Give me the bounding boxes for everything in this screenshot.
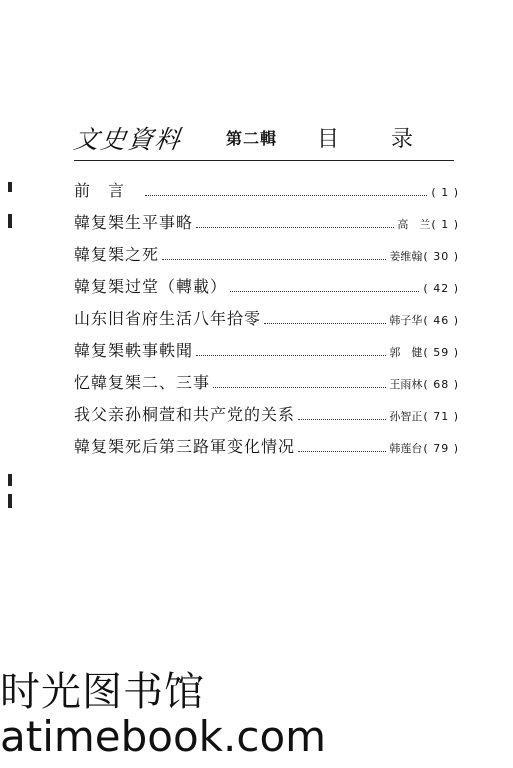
- toc-entry-title: 韓复榘死后第三路軍变化情况: [74, 437, 296, 456]
- toc-entry-page: ( 68 ): [423, 378, 459, 391]
- toc-entry-page: ( 30 ): [423, 250, 459, 263]
- toc-entry-title: 山东旧省府生活八年拾零: [74, 309, 262, 328]
- toc-entry-title: 韓复榘生平事略: [74, 213, 194, 232]
- dot-leader: [213, 386, 386, 388]
- toc-entry-title: 前言: [74, 181, 143, 200]
- series-title: 文史資料: [71, 125, 184, 154]
- toc-entry[interactable]: [74, 242, 459, 274]
- dot-leader: [196, 354, 386, 356]
- dot-leader: [298, 450, 386, 452]
- binding-edge-mark: [8, 494, 12, 508]
- toc-entry-title: 韓复榘过堂（轉載）: [74, 277, 228, 296]
- toc-entry-author: 韩莲台: [389, 442, 423, 455]
- toc-entry-page: ( 71 ): [423, 410, 459, 423]
- toc-entry-page: ( 1 ): [431, 186, 459, 199]
- toc-entry[interactable]: [74, 370, 459, 402]
- toc-entry-title: 忆韓复榘二、三事: [74, 373, 211, 392]
- toc-entry-title: 韓复榘軼事軼聞: [74, 341, 194, 360]
- dot-leader: [264, 322, 386, 324]
- binding-edge-mark: [8, 182, 12, 192]
- toc-entry[interactable]: [74, 274, 459, 306]
- toc-entry-page: ( 79 ): [423, 442, 459, 455]
- contents-heading: 目录: [317, 127, 466, 152]
- toc-entry[interactable]: [74, 306, 459, 338]
- toc-entry-author: 孙智正: [389, 410, 423, 423]
- dot-leader: [145, 194, 427, 196]
- toc-entry[interactable]: [74, 178, 459, 210]
- toc-entry-page: ( 46 ): [423, 314, 459, 327]
- dot-leader: [162, 258, 386, 260]
- toc-entry-author: 郭 健: [389, 346, 423, 359]
- toc-entry[interactable]: [74, 338, 459, 370]
- toc-entry-page: ( 59 ): [423, 346, 459, 359]
- header-rule: [74, 160, 454, 161]
- toc-entry-author: 姜维翰: [389, 250, 423, 263]
- toc-entry[interactable]: [74, 210, 459, 242]
- binding-edge-mark: [8, 214, 12, 228]
- dot-leader: [196, 226, 394, 228]
- table-of-contents: [74, 178, 459, 466]
- toc-entry-author: 王雨林: [389, 378, 423, 391]
- toc-entry-author: 高 兰: [397, 218, 431, 231]
- volume-label: 第二輯: [226, 129, 278, 148]
- watermark-site-name: 时光图书馆: [0, 669, 205, 715]
- toc-entry[interactable]: [74, 402, 459, 434]
- binding-edge-mark: [8, 474, 12, 486]
- toc-entry-page: ( 42 ): [423, 282, 459, 295]
- watermark-url: atimebook.com: [0, 712, 327, 761]
- dot-leader: [230, 290, 419, 292]
- contents-header: [71, 118, 466, 154]
- dot-leader: [298, 418, 386, 420]
- toc-entry-title: 韓复榘之死: [74, 245, 160, 264]
- toc-entry-page: ( 1 ): [431, 218, 459, 231]
- toc-entry-author: 韩子华: [389, 314, 423, 327]
- toc-entry[interactable]: [74, 434, 459, 466]
- toc-entry-title: 我父亲孙桐萱和共产党的关系: [74, 405, 296, 424]
